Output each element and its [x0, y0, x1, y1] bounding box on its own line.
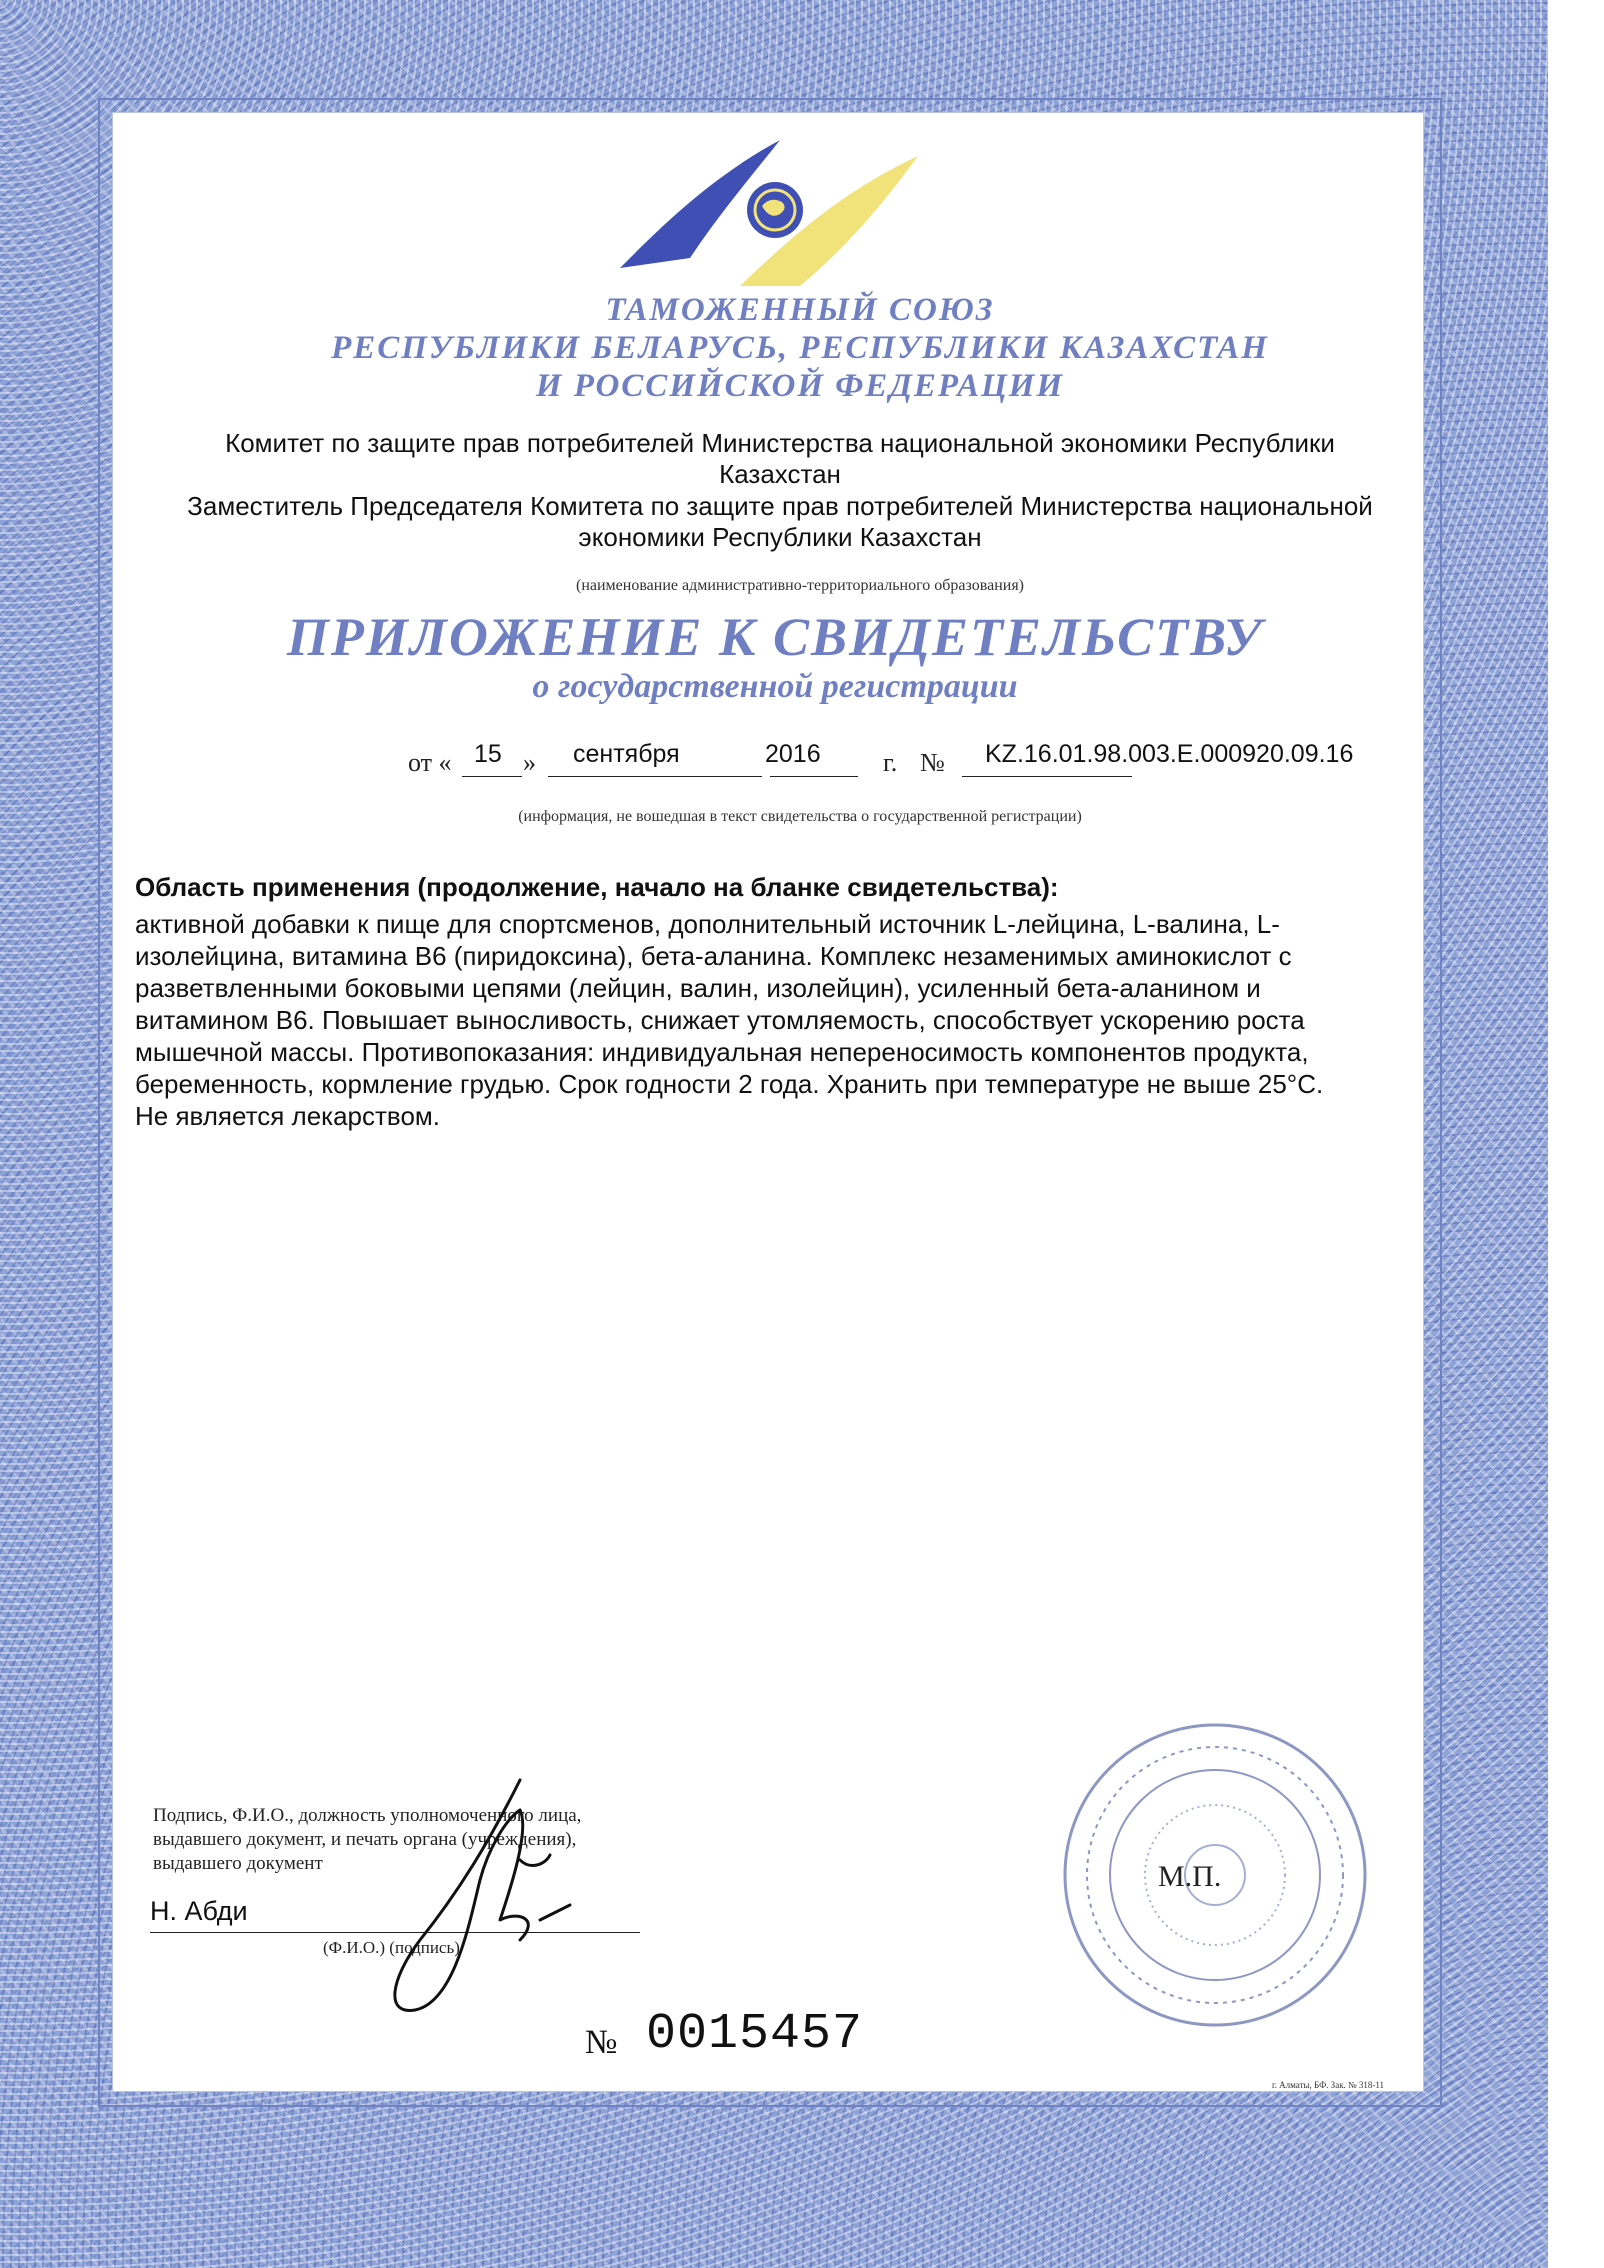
scope-line: изолейцина, витамина В6 (пиридоксина), бета-аланина. Комплекс незаменимых аминокислот с	[135, 941, 1292, 971]
day-underline	[462, 776, 522, 777]
mp-label: М.П.	[1158, 1860, 1222, 1893]
form-number: 0015457	[646, 2006, 864, 2063]
scope-line: разветвленными боковыми цепями (лейцин, валин, изолейцин), усиленный бета-аланином и	[135, 973, 1261, 1003]
authority-line2: Казахстан	[719, 459, 841, 489]
scope-line: Не является лекарством.	[135, 1101, 441, 1131]
authority-line4: экономики Республики Казахстан	[578, 522, 982, 552]
signature-caption-line: выдавшего документ	[153, 1853, 323, 1874]
authority-line3: Заместитель Председателя Комитета по защите прав потребителей Министерства национальной	[187, 491, 1373, 521]
number-underline	[962, 776, 1132, 777]
document-title: ПРИЛОЖЕНИЕ К СВИДЕТЕЛЬСТВУ	[286, 607, 1264, 667]
form-number-sign: №	[585, 2024, 618, 2061]
date-prefix: от «	[408, 748, 452, 777]
authority-line1: Комитет по защите прав потребителей Министерства национальной экономики Республики	[225, 428, 1335, 458]
customs-union-emblem	[600, 118, 930, 288]
year-underline	[770, 776, 858, 777]
handwritten-signature	[370, 1770, 590, 2030]
scope-line: активной добавки к пище для спортсменов, дополнительный источник L-лейцина, L-валина, L-	[135, 909, 1280, 939]
union-title-line2: РЕСПУБЛИКИ БЕЛАРУСЬ, РЕСПУБЛИКИ КАЗАХСТАН	[331, 330, 1269, 366]
union-title-line1: ТАМОЖЕННЫЙ СОЮЗ	[605, 292, 995, 328]
scope-text	[135, 908, 1435, 1132]
signature-caption-line: выдавшего документ, и печать органа (учреждения),	[153, 1829, 577, 1850]
scope-heading: Область применения (продолжение, начало на бланке свидетельства):	[135, 872, 1059, 902]
scope-line: витамином В6. Повышает выносливость, снижает утомляемость, способствует ускорению роста	[135, 1005, 1305, 1035]
scope-line: мышечной массы. Противопоказания: индивидуальная непереносимость компонентов продукта,	[135, 1037, 1309, 1067]
date-month: сентября	[573, 740, 680, 768]
authority-caption: (наименование административно-территориального образования)	[575, 577, 1025, 594]
fio-caption: (Ф.И.О.) (подпись)	[323, 1938, 460, 1957]
scope-line: беременность, кормление грудью. Срок годности 2 года. Хранить при температуре не выше 25°С.	[135, 1069, 1324, 1099]
union-title-line3: И РОССИЙСКОЙ ФЕДЕРАЦИИ	[535, 368, 1065, 404]
document-subtitle: о государственной регистрации	[532, 668, 1018, 705]
number-sign: №	[920, 748, 945, 777]
signer-name: Н. Абди	[150, 1896, 248, 1926]
date-close-quote: »	[523, 748, 536, 777]
registration-number: KZ.16.01.98.003.E.000920.09.16	[985, 740, 1354, 768]
month-underline	[548, 776, 762, 777]
signature-caption-line: Подпись, Ф.И.О., должность уполномоченного лица,	[153, 1805, 582, 1826]
year-suffix: г.	[883, 748, 898, 777]
printer-note: г. Алматы, БФ. Зак. № 318-11	[1272, 2080, 1385, 2090]
date-day: 15	[474, 740, 502, 768]
registration-caption: (информация, не вошедшая в текст свидетельства о государственной регистрации)	[518, 808, 1082, 825]
date-year: 2016	[765, 740, 821, 768]
